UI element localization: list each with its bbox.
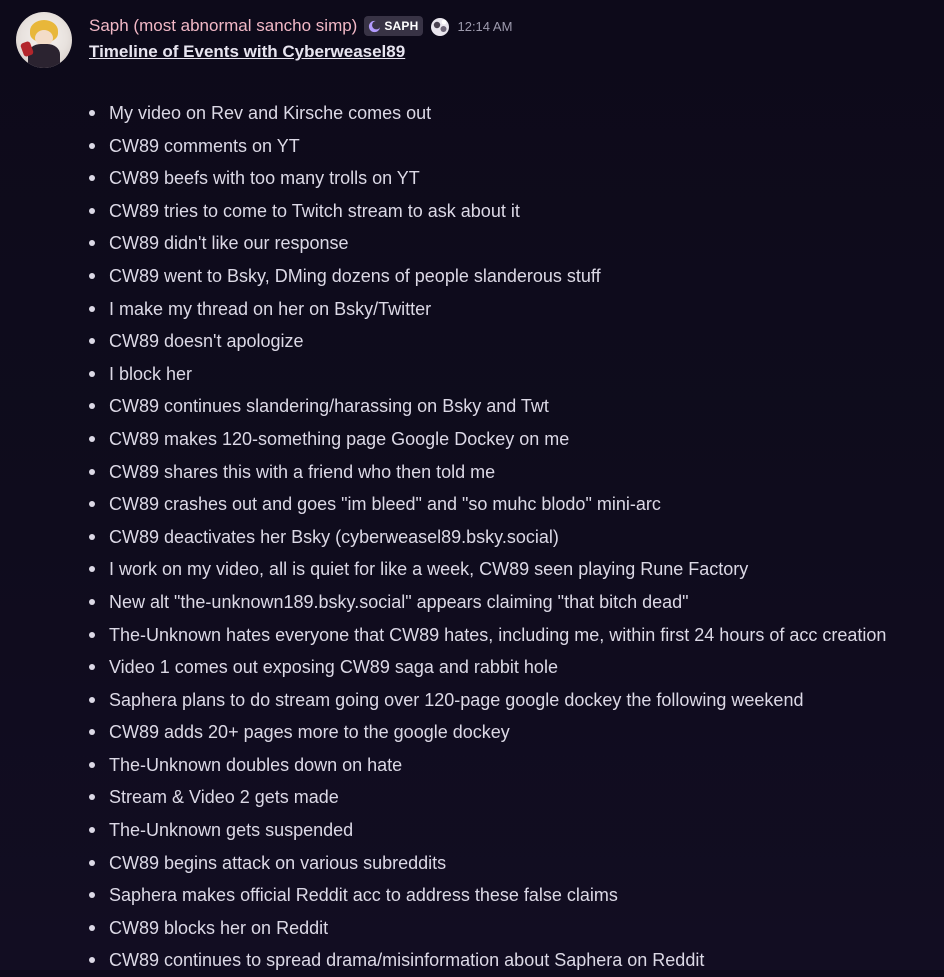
bullet-point [89, 143, 95, 149]
timeline-item-text: CW89 didn't like our response [109, 233, 349, 254]
bullet-point [89, 664, 95, 670]
timeline-item-text: CW89 deactivates her Bsky (cyberweasel89.bsky.social) [109, 526, 559, 547]
bullet-point [89, 762, 95, 768]
bullet-point [89, 501, 95, 507]
bullet-point [89, 306, 95, 312]
username[interactable]: Saph (most abnormal sancho simp) [89, 16, 358, 35]
timeline-item [0, 162, 944, 195]
bullet-point [89, 599, 95, 605]
timeline-item-text: CW89 begins attack on various subreddits [109, 852, 447, 873]
timeline-item [0, 390, 944, 423]
timeline-item-text: I block her [109, 363, 193, 384]
bullet-point [89, 208, 95, 214]
crescent-moon-icon [368, 20, 381, 33]
bullet-point [89, 469, 95, 475]
bullet-point [89, 957, 95, 963]
bullet-point [89, 925, 95, 931]
bullet-point [89, 240, 95, 246]
avatar-body [28, 44, 60, 68]
bullet-point [89, 860, 95, 866]
timeline-item [0, 130, 944, 163]
timeline-item [0, 423, 944, 456]
timeline-item-text: CW89 continues to spread drama/misinformation about Saphera on Reddit [109, 950, 705, 971]
timeline-item [0, 97, 944, 130]
timeline-item-text: CW89 comments on YT [109, 135, 300, 156]
bullet-point [89, 697, 95, 703]
bullet-point [89, 827, 95, 833]
timeline-item [0, 553, 944, 586]
timeline-item-text: I work on my video, all is quiet for like a week, CW89 seen playing Rune Factory [109, 559, 749, 580]
timeline-item [0, 260, 944, 293]
timeline-item [0, 227, 944, 260]
timeline-item [0, 456, 944, 489]
timeline-item-text: I make my thread on her on Bsky/Twitter [109, 298, 432, 319]
timeline-item-text: The-Unknown hates everyone that CW89 hates, including me, within first 24 hours of acc creation [109, 624, 887, 645]
timeline-item-text: CW89 continues slandering/harassing on Bsky and Twt [109, 396, 549, 417]
timeline-item-text: Saphera plans to do stream going over 120-page google dockey the following weekend [109, 689, 804, 710]
timestamp: 12:14 AM [457, 18, 513, 34]
timeline-item-text: Stream & Video 2 gets made [109, 787, 339, 808]
character-role-icon[interactable] [429, 15, 451, 37]
message-header [89, 14, 512, 38]
user-avatar[interactable] [16, 12, 72, 68]
timeline-item [0, 651, 944, 684]
timeline-item-text: CW89 doesn't apologize [109, 331, 304, 352]
timeline-item [0, 293, 944, 326]
bullet-point [89, 892, 95, 898]
timeline-item-text: CW89 adds 20+ pages more to the google dockey [109, 722, 510, 743]
timeline-item [0, 847, 944, 880]
timeline-item [0, 912, 944, 945]
timeline-item [0, 586, 944, 619]
timeline-item [0, 716, 944, 749]
timeline-item-text: CW89 crashes out and goes "im bleed" and "so muhc blodo" mini-arc [109, 494, 661, 515]
bullet-point [89, 110, 95, 116]
bullet-point [89, 273, 95, 279]
timeline-item [0, 781, 944, 814]
bullet-point [89, 371, 95, 377]
bullet-point [89, 534, 95, 540]
timeline-item-text: The-Unknown gets suspended [109, 820, 354, 841]
bullet-point [89, 632, 95, 638]
timeline-item [0, 358, 944, 391]
timeline-item-text: CW89 makes 120-something page Google Dockey on me [109, 428, 570, 449]
timeline-item-text: CW89 beefs with too many trolls on YT [109, 168, 420, 189]
timeline-item [0, 325, 944, 358]
timeline-item [0, 195, 944, 228]
timeline-item-text: Saphera makes official Reddit acc to address these false claims [109, 885, 618, 906]
bullet-point [89, 403, 95, 409]
timeline-item [0, 749, 944, 782]
timeline-item [0, 619, 944, 652]
message-title: Timeline of Events with Cyberweasel89 [89, 42, 406, 61]
timeline-item [0, 879, 944, 912]
timeline-item [0, 488, 944, 521]
bullet-point [89, 566, 95, 572]
timeline-item [0, 814, 944, 847]
server-tag-label: SAPH [384, 19, 419, 33]
timeline-item-text: My video on Rev and Kirsche comes out [109, 103, 432, 123]
bullet-point [89, 729, 95, 735]
bullet-point [89, 436, 95, 442]
timeline-item-text: CW89 went to Bsky, DMing dozens of people slanderous stuff [109, 265, 601, 286]
timeline-item-text: Video 1 comes out exposing CW89 saga and rabbit hole [109, 657, 558, 678]
timeline-item-text: CW89 tries to come to Twitch stream to ask about it [109, 200, 520, 221]
bullet-point [89, 175, 95, 181]
timeline-item-text: CW89 shares this with a friend who then told me [109, 461, 496, 482]
timeline-item [0, 521, 944, 554]
timeline-item-text: New alt "the-unknown189.bsky.social" appears claiming "that bitch dead" [109, 591, 689, 612]
timeline-item [0, 944, 944, 977]
bullet-point [89, 338, 95, 344]
timeline-list [0, 97, 944, 977]
timeline-item-text: CW89 blocks her on Reddit [109, 917, 329, 938]
timeline-item [0, 684, 944, 717]
server-tag-badge[interactable] [364, 16, 423, 36]
timeline-item-text: The-Unknown doubles down on hate [109, 754, 403, 775]
bullet-point [89, 794, 95, 800]
